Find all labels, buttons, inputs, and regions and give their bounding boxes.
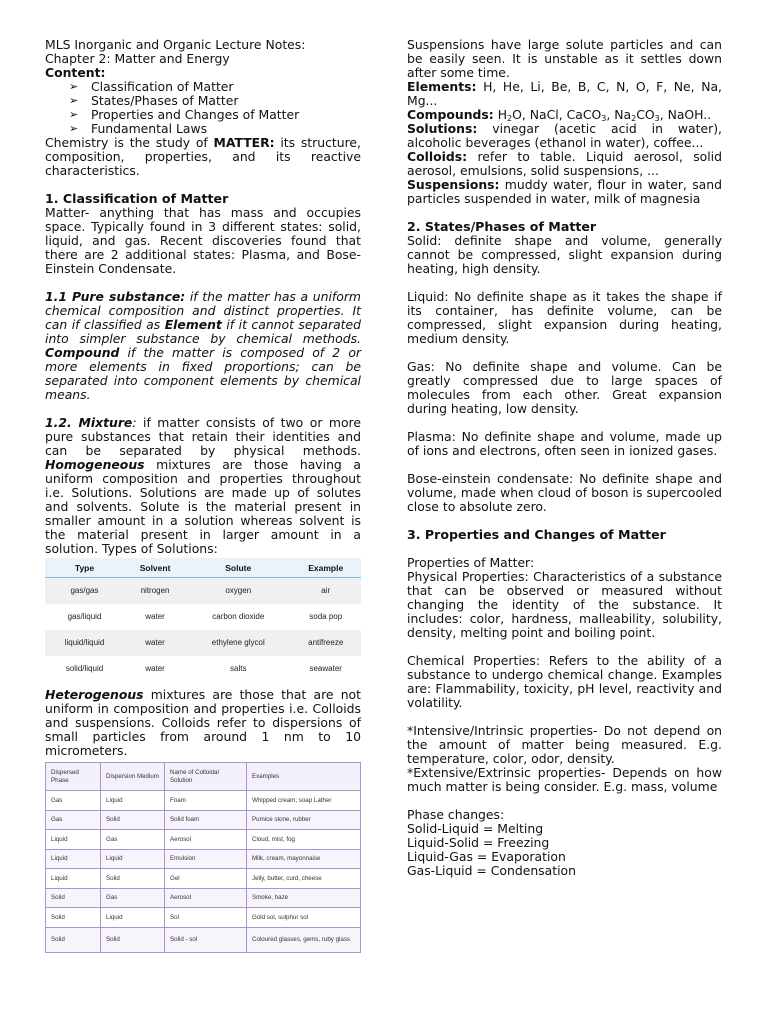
section-1-text: Matter- anything that has mass and occupies space. Typically found in 3 different states: solid, liquid, and gas. Recent discoveries found that there are 2 additional states: Plasma, and Bose-Einstein Condensate.: [45, 205, 361, 276]
suspensions-examples: Suspensions: muddy water, flour in water, sand particles suspended in water, milk of magnesia: [407, 177, 722, 206]
table-cell: oxygen: [186, 578, 290, 605]
table-row: [46, 849, 361, 869]
table-cell: Solid: [46, 888, 101, 908]
table-row: [45, 578, 361, 605]
list-item: ➢ Properties and Changes of Matter: [69, 108, 361, 122]
right-column: [407, 38, 722, 878]
table-header: Dispersion Medium: [101, 763, 165, 791]
phase-change-item: Liquid-Gas = Evaporation: [407, 849, 566, 864]
list-item: ➢ Fundamental Laws: [69, 122, 361, 136]
solutions-table: [45, 558, 361, 682]
physical-properties-text: Physical Properties: Characteristics of a substance that can be observed or measured without changing the identity of the substance. It includes: color, hardness, malleability, solubility, density, melting point and boiling point.: [407, 569, 722, 640]
table-header: Solvent: [124, 558, 186, 578]
table-header-row: [45, 558, 361, 578]
content-label: Content:: [45, 65, 106, 80]
table-cell: Gold sol, sulphur sol: [247, 908, 361, 928]
table-cell: carbon dioxide: [212, 612, 265, 621]
table-cell: Solid - sol: [165, 927, 247, 952]
table-header: Solute: [186, 558, 290, 578]
table-header: Name of Colloidal Solution: [165, 763, 247, 791]
table-row: [46, 908, 361, 928]
properties-label: Properties of Matter:: [407, 555, 535, 570]
table-cell: Solid: [101, 927, 165, 952]
table-cell: solid/liquid: [65, 664, 104, 673]
table-cell: Coloured glasses, gems, ruby glass: [247, 927, 361, 952]
table-cell: seawater: [309, 664, 342, 673]
table-row: [45, 604, 361, 630]
list-item: ➢ States/Phases of Matter: [69, 94, 361, 108]
table-cell: nitrogen: [124, 578, 186, 605]
table-cell: Liquid: [101, 908, 165, 928]
content-list: [45, 80, 361, 136]
table-cell: Gas: [46, 810, 101, 830]
table-cell: water: [124, 630, 186, 656]
table-cell: gas/liquid: [67, 612, 102, 621]
table-cell: Liquid: [46, 849, 101, 869]
colloids-examples: Colloids: refer to table. Liquid aerosol, solid aerosol, emulsions, solid suspensions, ...: [407, 149, 722, 178]
table-cell: Gel: [165, 869, 247, 889]
table-cell: gas/gas: [45, 578, 124, 605]
table-cell: Aerosol: [165, 888, 247, 908]
solid-state-text: Solid: definite shape and volume, generally cannot be compressed, slight expansion during heating, high density.: [407, 233, 722, 276]
table-cell: air: [290, 578, 361, 605]
table-cell: Emulsion: [165, 849, 247, 869]
table-cell: Gas: [101, 888, 165, 908]
table-row: [46, 830, 361, 850]
table-row: [46, 927, 361, 952]
table-cell: Solid: [46, 908, 101, 928]
suspensions-description: Suspensions have large solute particles and can be easily seen. It is unstable as it settles down after some time.: [407, 37, 722, 80]
table-cell: Pumice stone, rubber: [247, 810, 361, 830]
table-row: [46, 888, 361, 908]
table-cell: Foam: [165, 791, 247, 811]
table-header: Examples: [247, 763, 361, 791]
table-row: [45, 656, 361, 682]
table-cell: Liquid: [101, 791, 165, 811]
table-cell: Cloud, mist, fog: [247, 830, 361, 850]
plasma-state-text: Plasma: No definite shape and volume, made up of ions and electrons, often seen in ionized gases.: [407, 429, 722, 458]
table-header-row: [46, 763, 361, 791]
table-row: [46, 810, 361, 830]
compounds-examples: Compounds: $H_2O$, NaCl, CaCO$_3$, $Na_2CO_3$, NaOH..: [407, 107, 712, 123]
solutions-examples: Solutions: vinegar (acetic acid in water), alcoholic beverages (ethanol in water), coffee...: [407, 121, 722, 150]
table-cell: Milk, cream, mayonnaise: [247, 849, 361, 869]
intensive-properties-text: *Intensive/Intrinsic properties- Do not depend on the amount of matter being measured. E.g. temperature, color, odor, density.: [407, 723, 722, 766]
table-row: [45, 630, 361, 656]
table-cell: water: [145, 612, 165, 621]
table-cell: Smoke, haze: [247, 888, 361, 908]
table-cell: liquid/liquid: [45, 630, 124, 656]
table-cell: Solid: [46, 927, 101, 952]
table-header: Example: [290, 558, 361, 578]
table-cell: Liquid: [101, 849, 165, 869]
pure-substance-paragraph: 1.1 Pure substance: if the matter has a uniform chemical composition and distinct properties. It can if classified as Element if it cannot separated into simpler substance by chemical methods. Compound if the matter is composed of 2 or more elements in fixed proportions; can be separated into component elements by chemical means.: [45, 289, 362, 402]
table-cell: Sol: [165, 908, 247, 928]
table-header: Type: [45, 558, 124, 578]
table-cell: Whipped cream, soap Lather: [247, 791, 361, 811]
elements-examples: Elements: H, He, Li, Be, B, C, N, O, F, Ne, Na, Mg...: [407, 79, 722, 108]
section-1-title: 1. Classification of Matter: [45, 191, 229, 206]
table-cell: Solid: [101, 869, 165, 889]
table-row: [46, 869, 361, 889]
header-line2: Chapter 2: Matter and Energy: [45, 51, 230, 66]
colloids-table: [45, 762, 361, 953]
table-cell: Gas: [101, 830, 165, 850]
mixture-paragraph: 1.2. Mixture: if matter consists of two or more pure substances that retain their identities and can be separated by physical methods. Homogeneous mixtures are those having a uniform composition and properties throughout i.e. Solutions. Solutions are made up of solutes and solvents. Solute is the material present in smaller amount in a solution whereas solvent is the material present in larger amount in a solution. Types of Solutions:: [45, 415, 361, 556]
phase-change-item: Solid-Liquid = Melting: [407, 821, 544, 836]
heterogenous-paragraph: Heterogenous mixtures are those that are not uniform in composition and properties i.e. Colloids and suspensions. Colloids refer to dispersions of small particles from around 1 nm to 10 micrometers.: [45, 687, 361, 758]
intro-paragraph: Chemistry is the study of MATTER: its structure, composition, properties, and its reactive characteristics.: [45, 135, 361, 178]
table-cell: antifreeze: [290, 630, 361, 656]
table-cell: Liquid: [46, 869, 101, 889]
extensive-properties-text: *Extensive/Extrinsic properties- Depends on how much matter is being consider. E.g. mass, volume: [407, 765, 722, 794]
table-cell: Jelly, butter, curd, cheese: [247, 869, 361, 889]
table-row: [46, 791, 361, 811]
table-cell: soda pop: [309, 612, 343, 621]
table-cell: water: [145, 664, 165, 673]
header-line1: MLS Inorganic and Organic Lecture Notes:: [45, 37, 306, 52]
section-3-title: 3. Properties and Changes of Matter: [407, 527, 666, 542]
table-cell: Gas: [46, 791, 101, 811]
table-cell: salts: [230, 664, 247, 673]
phase-change-item: Gas-Liquid = Condensation: [407, 863, 576, 878]
section-2-title: 2. States/Phases of Matter: [407, 219, 597, 234]
table-cell: Solid: [101, 810, 165, 830]
gas-state-text: Gas: No definite shape and volume. Can be greatly compressed due to large spaces of molecules from each other. Great expansion during heating, low density.: [407, 359, 722, 416]
table-cell: ethylene glycol: [186, 630, 290, 656]
phase-changes-label: Phase changes:: [407, 807, 505, 822]
table-cell: Aerosol: [165, 830, 247, 850]
liquid-state-text: Liquid: No definite shape as it takes the shape if its container, has definite volume, can be compressed, slight expansion during heating, medium density.: [407, 289, 722, 346]
table-cell: Solid foam: [165, 810, 247, 830]
left-column: [45, 38, 361, 953]
table-header: Dispersed Phase: [46, 763, 101, 791]
chemical-properties-text: Chemical Properties: Refers to the ability of a substance to undergo chemical change. Examples are: Flammability, toxicity, pH level, reactivity and volatility.: [407, 653, 722, 710]
bec-state-text: Bose-einstein condensate: No definite shape and volume, made when cloud of boson is supercooled close to absolute zero.: [407, 471, 722, 514]
list-item: ➢ Classification of Matter: [69, 80, 361, 94]
phase-change-item: Liquid-Solid = Freezing: [407, 835, 550, 850]
table-cell: Liquid: [46, 830, 101, 850]
